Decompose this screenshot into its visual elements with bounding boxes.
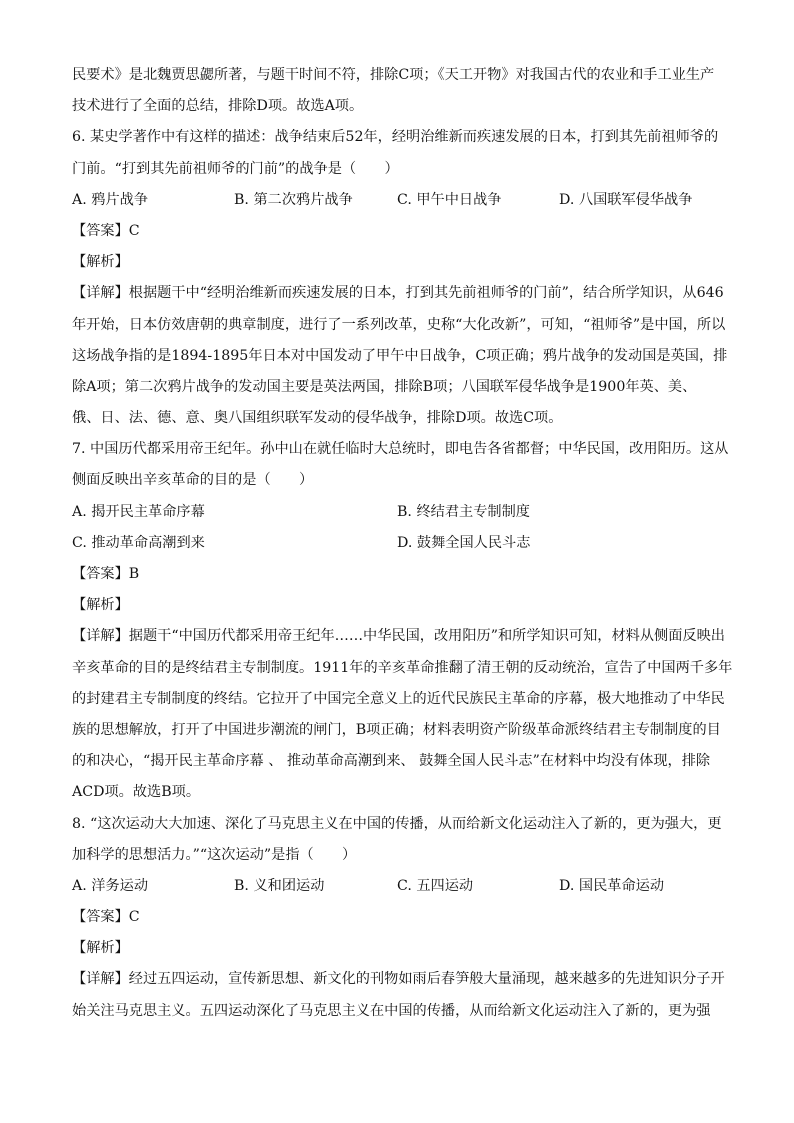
question-7-options-row2 bbox=[72, 528, 722, 559]
detail-line: 除A项；第二次鸦片战争的发动国主要是英法两国，排除B项；八国联军侵华战争是1900年英、美、 bbox=[72, 378, 697, 395]
detail-line: 始关注马克思主义。五四运动深化了马克思主义在中国的传播，从而给新文化运动注入了新的，更为强 bbox=[72, 1002, 711, 1019]
option-b: B. 第二次鸦片战争 bbox=[234, 191, 353, 208]
detail-line: 族的思想解放，打开了中国进步潮流的闸门，B项正确；材料表明资产阶级革命派终结君主专制制度的目 bbox=[72, 721, 721, 738]
text-line: 技术进行了全面的总结，排除D项。故选A项。 bbox=[72, 98, 364, 115]
question-7-options-row1 bbox=[72, 497, 722, 528]
option-d: D. 鼓舞全国人民斗志 bbox=[397, 534, 531, 551]
question-7-stem: 7. 中国历代都采用帝王纪年。孙中山在就任临时大总统时，即电告各省都督；中华民国，改用阳历。这从 bbox=[72, 441, 729, 458]
question-6-options bbox=[72, 185, 722, 216]
detail-line: 俄、日、法、德、意、奥八国组织联军发动的侵华战争，排除D项。故选C项。 bbox=[72, 410, 563, 427]
question-8-stem: 加科学的思想活力。”“这次运动”是指（ ） bbox=[72, 846, 357, 863]
option-c: C. 五四运动 bbox=[397, 877, 474, 894]
option-a: A. 鸦片战争 bbox=[72, 191, 149, 208]
question-7-stem: 侧面反映出辛亥革命的目的是（ ） bbox=[72, 472, 314, 489]
answer-label: 【答案】C bbox=[72, 909, 140, 926]
detail-line: ACD项。故选B项。 bbox=[72, 784, 201, 801]
question-8-options bbox=[72, 871, 722, 902]
detail-line: 辛亥革命的目的是终结君主专制制度。1911年的辛亥革命推翻了清王朝的反动统治，宣告了中国两千多年 bbox=[72, 659, 733, 676]
question-8-stem: 8. “这次运动大大加速、深化了马克思主义在中国的传播，从而给新文化运动注入了新的，更为强大，更 bbox=[72, 815, 722, 832]
option-c: C. 推动革命高潮到来 bbox=[72, 534, 205, 551]
text-line: 民要术》是北魏贾思勰所著，与题干时间不符，排除C项；《天工开物》对我国古代的农业和手工业生产 bbox=[72, 67, 715, 83]
option-d: D. 国民革命运动 bbox=[559, 877, 665, 894]
detail-line: 年开始，日本仿效唐朝的典章制度，进行了一系列改革，史称“大化改新”，可知，“祖师爷”是中国，所以 bbox=[72, 316, 726, 333]
option-a: A. 洋务运动 bbox=[72, 877, 149, 894]
option-b: B. 终结君主专制制度 bbox=[397, 503, 530, 520]
option-c: C. 甲午中日战争 bbox=[397, 191, 502, 208]
detail-line: 这场战争指的是1894-1895年日本对中国发动了甲午中日战争，C项正确；鸦片战争的发动国是英国，排 bbox=[72, 347, 728, 364]
document-page bbox=[72, 60, 733, 1027]
analysis-label: 【解析】 bbox=[72, 254, 129, 271]
analysis-label: 【解析】 bbox=[72, 940, 129, 957]
detail-line: 的和决心，“揭开民主革命序幕 、 推动革命高潮到来、 鼓舞全国人民斗志”在材料中均没有体现，排除 bbox=[72, 753, 711, 770]
answer-label: 【答案】B bbox=[72, 566, 140, 582]
detail-line: 【详解】根据题干中“经明治维新而疾速发展的日本，打到其先前祖师爷的门前”，结合所学知识，从646 bbox=[72, 285, 724, 302]
detail-line: 【详解】据题干“中国历代都采用帝王纪年……中华民国，改用阳历”和所学知识可知，材料从侧面反映出 bbox=[72, 628, 725, 645]
detail-line: 的封建君主专制制度的终结。它拉开了中国完全意义上的近代民族民主革命的序幕，极大地推动了中华民 bbox=[72, 690, 725, 707]
detail-line: 【详解】经过五四运动，宣传新思想、新文化的刊物如雨后春笋般大量涌现，越来越多的先进知识分子开 bbox=[72, 971, 725, 988]
option-a: A. 揭开民主革命序幕 bbox=[72, 503, 205, 520]
analysis-label: 【解析】 bbox=[72, 597, 129, 614]
question-6-stem: 门前。“打到其先前祖师爷的门前”的战争是（ ） bbox=[72, 160, 399, 177]
option-b: B. 义和团运动 bbox=[234, 877, 325, 894]
question-6-stem: 6. 某史学著作中有这样的描述：战争结束后52年，经明治维新而疾速发展的日本，打到其先前祖师爷的 bbox=[72, 129, 719, 146]
option-d: D. 八国联军侵华战争 bbox=[559, 191, 693, 208]
answer-label: 【答案】C bbox=[72, 222, 140, 239]
